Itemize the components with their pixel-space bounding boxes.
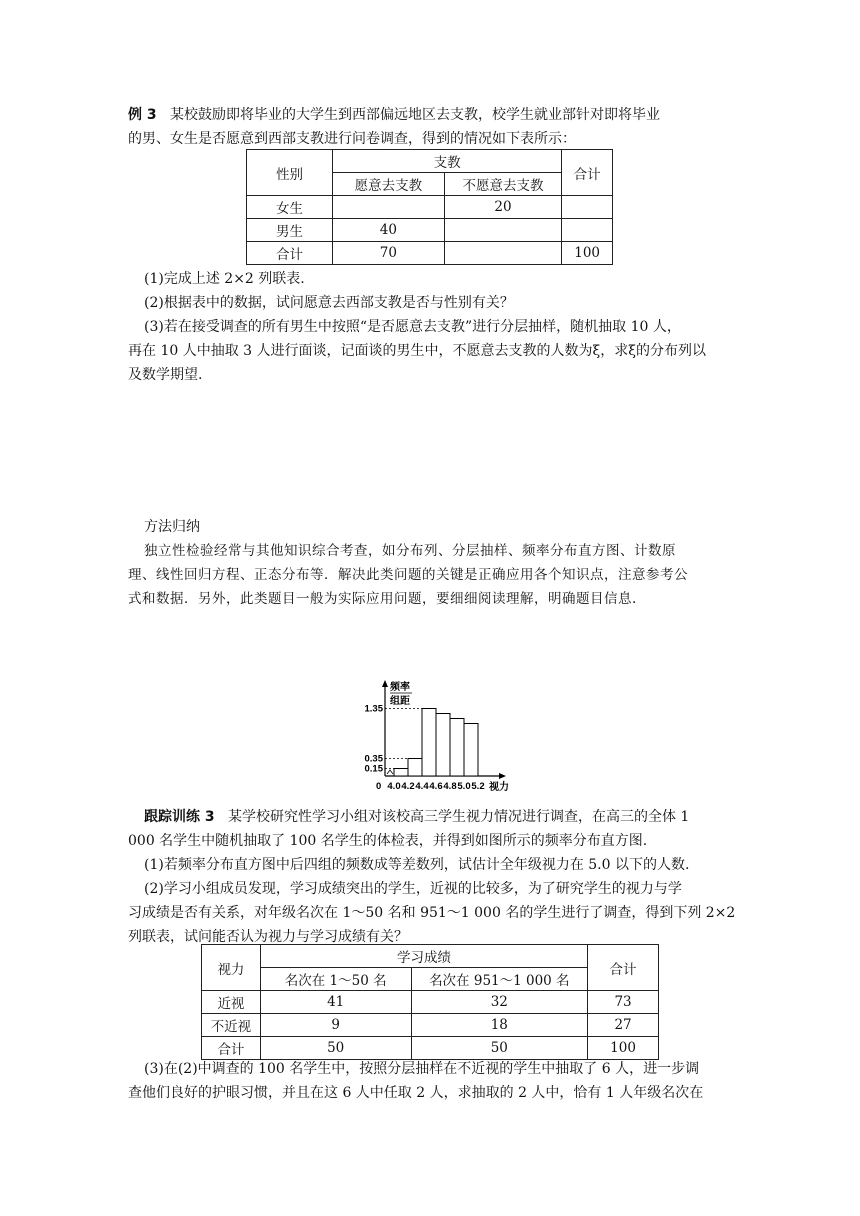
- y-tick-label: 0.15: [364, 763, 383, 775]
- training3-label: 跟踪训练 3: [144, 809, 215, 825]
- x-tick-label: 4.6: [429, 781, 443, 792]
- table2-cell: 27: [588, 1014, 659, 1037]
- y-axis-label-bottom: 组距: [390, 696, 410, 707]
- example3-label: 例 3: [128, 107, 157, 123]
- training3-text2: 000 名学生中随机抽取了 100 名学生的体检表，并得到如图所示的频率分布直方图.: [128, 833, 648, 849]
- table1-cell: 男生: [247, 219, 333, 242]
- table2-cell: 合计: [202, 1037, 261, 1060]
- histogram-bar: [464, 724, 478, 777]
- training3-q2a: (2)学习小组成员发现，学习成绩突出的学生，近视的比较多，为了研究学生的视力与学: [144, 881, 682, 897]
- table1-cell: [333, 196, 445, 219]
- training3-table: [201, 944, 659, 1060]
- y-tick-label: 1.35: [364, 703, 383, 715]
- table-row: [247, 242, 613, 265]
- table-row: [202, 1014, 659, 1037]
- x-axis-arrow: [499, 773, 506, 779]
- histogram-chart: [350, 678, 530, 793]
- table1-cell: 70: [333, 242, 445, 265]
- table2-header-vision: 视力: [202, 945, 261, 991]
- example3-q2: (2)根据表中的数据，试问愿意去西部支教是否与性别有关？: [144, 295, 514, 311]
- table1-header-total: 合计: [562, 150, 613, 196]
- table1-cell: [444, 219, 562, 242]
- training3-q2c: 列联表，试问能否认为视力与学习成绩有关？: [128, 929, 408, 945]
- method-line1: 独立性检验经常与其他知识综合考查，如分布列、分层抽样、频率分布直方图、计数原: [144, 543, 676, 559]
- table2-cell: 73: [588, 991, 659, 1014]
- table1-cell: 100: [562, 242, 613, 265]
- y-tick-label: 0.35: [364, 753, 383, 765]
- example3-line1: [128, 104, 736, 126]
- table2-cell: 32: [411, 991, 588, 1014]
- table2-cell: 近视: [202, 991, 261, 1014]
- histogram-bar: [394, 769, 408, 777]
- training3-line1: [144, 806, 752, 828]
- histogram-bar: [408, 759, 422, 777]
- example3-q3b: 再在 10 人中抽取 3 人进行面谈，记面谈的男生中，不愿意去支教的人数为ξ，求ξ的分布列以: [128, 343, 706, 359]
- x-tick-label: 5.0: [457, 781, 471, 792]
- training3-q2b: 习成绩是否有关系，对年级名次在 1～50 名和 951～1 000 名的学生进行了调查，得到下列 2×2: [128, 905, 736, 921]
- table1-cell: 女生: [247, 196, 333, 219]
- method-line2: 理、线性回归方程、正态分布等．解决此类问题的关键是正确应用各个知识点，注意参考公: [128, 567, 688, 583]
- y-axis-label-top: 频率: [390, 682, 410, 693]
- table2-header-score: 学习成绩: [260, 945, 587, 968]
- table-row: [247, 219, 613, 242]
- table1-cell: 20: [444, 196, 562, 219]
- example3-text2: 的男、女生是否愿意到西部支教进行问卷调查，得到的情况如下表所示：: [128, 131, 576, 147]
- table-row: [247, 196, 613, 219]
- x-tick-label: 4.2: [401, 781, 415, 792]
- x-tick-label: 4.0: [387, 781, 401, 792]
- table-row: [202, 1037, 659, 1060]
- table2-header-rank1: 名次在 1～50 名: [260, 968, 411, 991]
- table2-cell: 50: [411, 1037, 588, 1060]
- training3-text1: 某学校研究性学习小组对该校高三学生视力情况进行调查，在高三的全体 1: [227, 809, 690, 825]
- table1-cell: [562, 196, 613, 219]
- histogram-bar: [436, 714, 450, 777]
- histogram-bar: [422, 709, 436, 777]
- table2-cell: 18: [411, 1014, 588, 1037]
- table2-cell: 41: [260, 991, 411, 1014]
- origin-label: 0: [376, 781, 382, 792]
- table1-header-support: 支教: [333, 150, 562, 173]
- table1-header-unwilling: 不愿意去支教: [444, 173, 562, 196]
- table2-cell: 不近视: [202, 1014, 261, 1037]
- method-title: 方法归纳: [144, 519, 200, 535]
- table1-cell: [444, 242, 562, 265]
- method-line3: 式和数据．另外，此类题目一般为实际应用问题，要细细阅读理解，明确题目信息.: [128, 591, 637, 607]
- x-tick-label: 5.2: [471, 781, 485, 792]
- x-axis-label: 视力: [489, 782, 509, 793]
- table2-cell: 50: [260, 1037, 411, 1060]
- table2-header-total: 合计: [588, 945, 659, 991]
- x-tick-label: 4.4: [415, 781, 429, 792]
- example3-table: [246, 149, 613, 265]
- training3-q3a: (3)在(2)中调查的 100 名学生中，按照分层抽样在不近视的学生中抽取了 6 人，进一步调: [144, 1061, 700, 1077]
- table-row: [202, 991, 659, 1014]
- table2-cell: 9: [260, 1014, 411, 1037]
- table2-header-rank2: 名次在 951～1 000 名: [411, 968, 588, 991]
- example3-q3c: 及数学期望.: [128, 367, 203, 383]
- table1-cell: 合计: [247, 242, 333, 265]
- table1-header-willing: 愿意去支教: [333, 173, 445, 196]
- table2-cell: 100: [588, 1037, 659, 1060]
- x-tick-label: 4.8: [443, 781, 457, 792]
- axis-break-mark: [387, 770, 393, 774]
- y-axis-arrow: [382, 680, 388, 687]
- example3-q3a: (3)若在接受调查的所有男生中按照“是否愿意去支教”进行分层抽样，随机抽取 10 人，: [144, 319, 681, 335]
- training3-q1: (1)若频率分布直方图中后四组的频数成等差数列，试估计全年级视力在 5.0 以下的人数.: [144, 857, 690, 873]
- example3-text1: 某校鼓励即将毕业的大学生到西部偏远地区去支教，校学生就业部针对即将毕业: [169, 107, 660, 123]
- example3-q1: (1)完成上述 2×2 列联表.: [144, 271, 305, 287]
- table1-cell: [562, 219, 613, 242]
- histogram-bar: [450, 719, 464, 777]
- table1-cell: 40: [333, 219, 445, 242]
- training3-q3b: 查他们良好的护眼习惯，并且在这 6 人中任取 2 人，求抽取的 2 人中，恰有 1 人年级名次在: [128, 1085, 704, 1101]
- table1-header-gender: 性别: [247, 150, 333, 196]
